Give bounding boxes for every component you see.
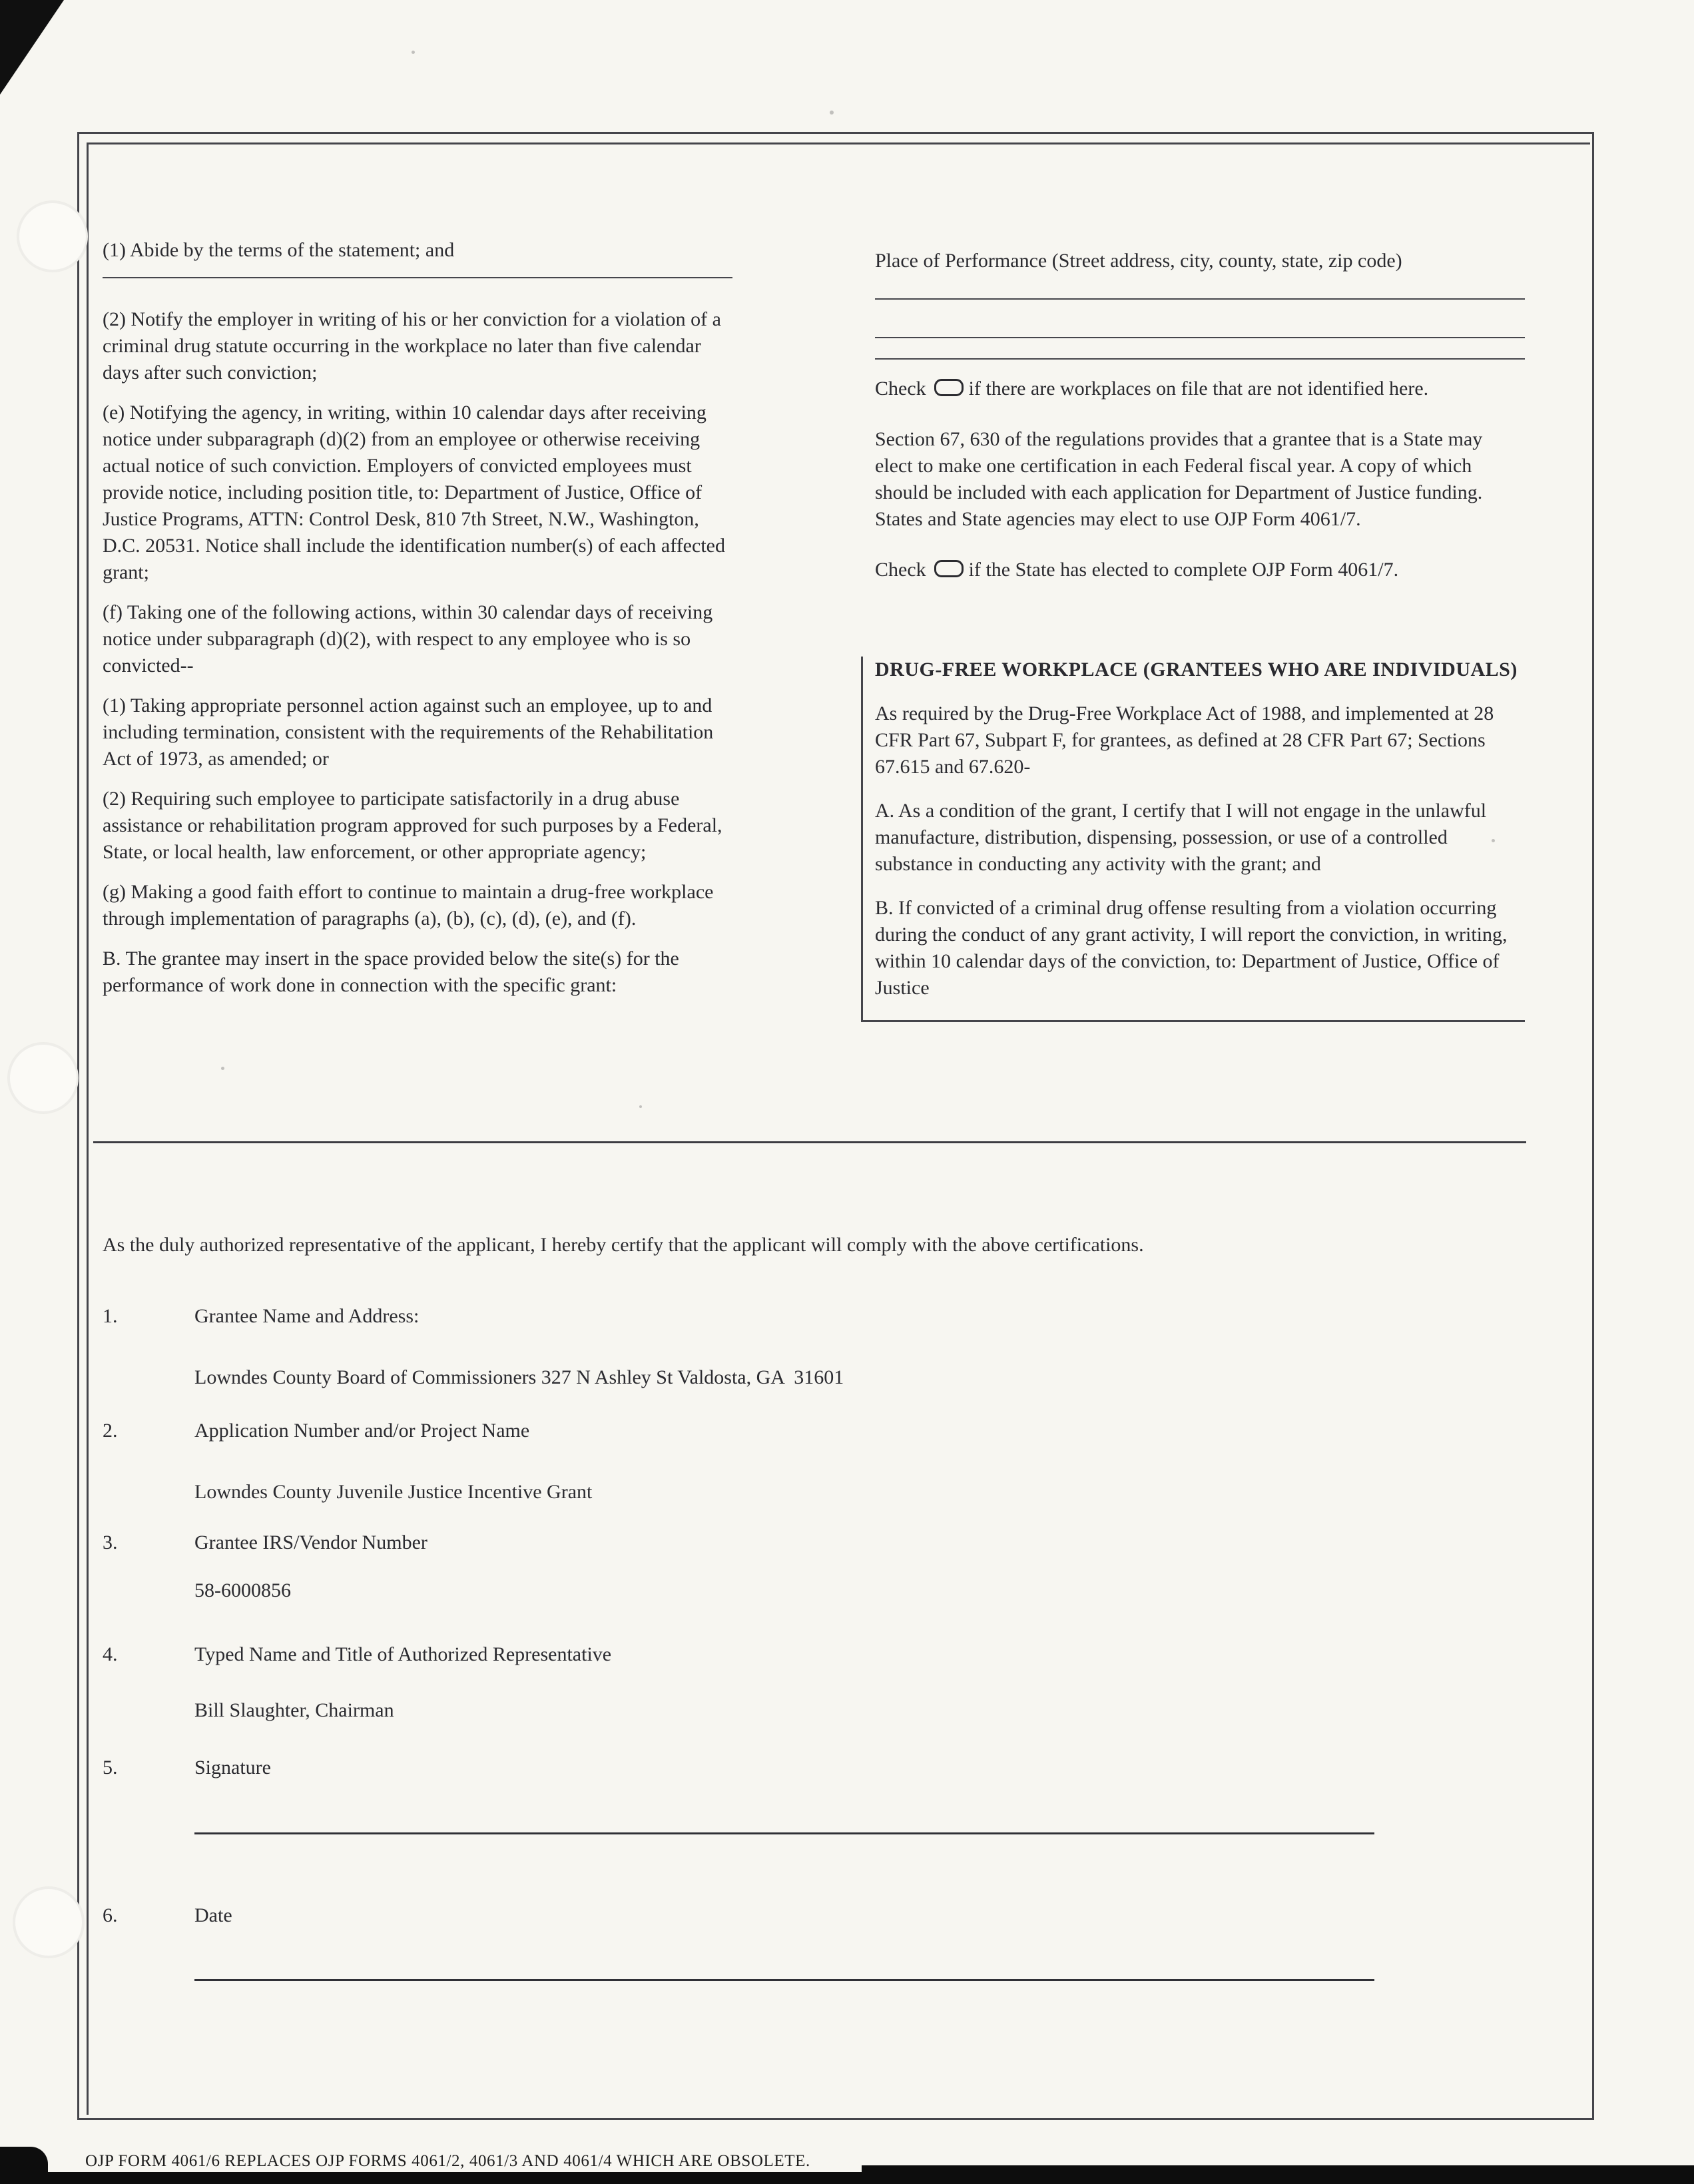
check-text: if the State has elected to complete OJP Form 4061/7. — [968, 559, 1399, 581]
signature-line — [194, 1832, 1374, 1834]
scan-corner-artifact — [0, 0, 64, 95]
item-6-number: 6. — [103, 1904, 118, 1926]
paragraph-e-notifying-agency: (e) Notifying the agency, in writing, within 10 calendar days after receiving notice under subparagraph (d)(2) from an employee or otherwise receiving actual notice of such conviction. Employers of convicted employees must provide notice, including position title, to: Department of Justice, Office of Justice Programs, ATTN: Control Desk, 810 7th Street, N.W., Washington, D.C. 20531. Notice shall include the identification number(s) of each affected grant; — [103, 402, 725, 583]
item-5-number: 5. — [103, 1757, 118, 1778]
place-of-performance-label: Place of Performance (Street address, city, county, state, zip code) — [875, 250, 1402, 272]
page-border-inner-left — [87, 142, 89, 2115]
item-1-number: 1. — [103, 1305, 118, 1327]
workplaces-checkbox-icon — [934, 379, 964, 396]
item-2-label: Application Number and/or Project Name — [194, 1420, 530, 1442]
item-3-label: Grantee IRS/Vendor Number — [194, 1531, 427, 1553]
paragraph-g-good-faith: (g) Making a good faith effort to continue to maintain a drug-free workplace through implementation of paragraphs (a), (b), (c), (d), (e), and (f). — [103, 881, 714, 930]
scan-speck — [412, 51, 415, 54]
check-label: Check — [875, 559, 926, 581]
hole-punch-top — [17, 201, 88, 272]
hole-punch-middle — [8, 1043, 79, 1113]
item-4-number: 4. — [103, 1643, 118, 1665]
place-of-performance-line-3 — [875, 358, 1525, 360]
scan-bottom-edge — [0, 2172, 1694, 2184]
paragraph-rehab-program: (2) Requiring such employee to participate satisfactorily in a drug abuse assistance or rehabilitation program approved for such purposes by a Federal, State, or local health, law enforcement, or other appropriate agency; — [103, 788, 722, 863]
right-column — [875, 248, 1525, 1022]
check-label: Check — [875, 378, 926, 400]
item-4-value: Bill Slaughter, Chairman — [194, 1699, 394, 1721]
item-2-number: 2. — [103, 1420, 118, 1442]
paragraph-a-condition: A. As a condition of the grant, I certify that I will not engage in the unlawful manufacture, distribution, dispensing, possession, or use of a controlled substance in conducting any activity with the grant; and — [875, 800, 1487, 875]
item-3-number: 3. — [103, 1531, 118, 1553]
paragraph-section-67: Section 67, 630 of the regulations provides that a grantee that is a State may elect to make one certification in each Federal fiscal year. A copy of which should be included with each application for Department of Justice funding. States and State agencies may elect to use OJP Form 4061/7. — [875, 428, 1483, 530]
scan-speck — [830, 111, 834, 115]
paragraph-f-actions: (f) Taking one of the following actions, within 30 calendar days of receiving notice under subparagraph (d)(2), with respect to any employee who is so convicted-- — [103, 601, 713, 677]
state-elected-line — [875, 557, 1525, 583]
item-2-value: Lowndes County Juvenile Justice Incentive Grant — [194, 1481, 593, 1503]
workplaces-on-file-line — [875, 376, 1525, 402]
item-1-label: Grantee Name and Address: — [194, 1305, 420, 1327]
individuals-heading: DRUG-FREE WORKPLACE (GRANTEES WHO ARE INDIVIDUALS) — [875, 659, 1518, 681]
item-6-label: Date — [194, 1904, 232, 1926]
paragraph-personnel-action: (1) Taking appropriate personnel action against such an employee, up to and including termination, consistent with the requirements of the Rehabilitation Act of 1973, as amended; or — [103, 694, 714, 770]
place-of-performance-line-1 — [875, 298, 1525, 300]
scan-bottom-corner — [0, 2147, 48, 2184]
item-1-value: Lowndes County Board of Commissioners 327 N Ashley St Valdosta, GA 31601 — [194, 1366, 844, 1388]
paragraph-b-grantee-insert: B. The grantee may insert in the space provided below the site(s) for the performance of work done in connection with the specific grant: — [103, 948, 679, 996]
certification-intro: As the duly authorized representative of the applicant, I hereby certify that the applicant will comply with the above certifications. — [103, 1234, 1144, 1256]
page-border-inner-top — [87, 142, 1590, 144]
date-line — [194, 1979, 1374, 1981]
individuals-intro: As required by the Drug-Free Workplace Act of 1988, and implemented at 28 CFR Part 67, Subpart F, for grantees, as defined at 28 CFR Part 67; Sections 67.615 and 67.620- — [875, 702, 1494, 778]
paragraph-abide: (1) Abide by the terms of the statement; and — [103, 239, 455, 261]
individuals-section — [861, 657, 1525, 1022]
item-4-label: Typed Name and Title of Authorized Representative — [194, 1643, 612, 1665]
left-column — [103, 237, 732, 1012]
left-column-rule — [103, 277, 732, 278]
check-text: if there are workplaces on file that are not identified here. — [968, 378, 1429, 400]
item-5-label: Signature — [194, 1757, 271, 1778]
paragraph-notify-employer: (2) Notify the employer in writing of his or her conviction for a violation of a criminal drug statute occurring in the workplace no later than five calendar days after such conviction; — [103, 308, 721, 384]
form-footer: OJP FORM 4061/6 REPLACES OJP FORMS 4061/2, 4061/3 AND 4061/4 WHICH ARE OBSOLETE. — [85, 2152, 810, 2170]
paragraph-b-convicted: B. If convicted of a criminal drug offense resulting from a violation occurring during the conduct of any grant activity, I will report the conviction, in writing, within 10 calendar days of the conviction, to: Department of Justice, Office of Justice — [875, 897, 1508, 999]
item-3-value: 58-6000856 — [194, 1579, 291, 1601]
hole-punch-bottom — [13, 1887, 84, 1958]
state-elected-checkbox-icon — [934, 560, 964, 577]
place-of-performance-line-2 — [875, 337, 1525, 338]
section-divider — [93, 1141, 1526, 1143]
